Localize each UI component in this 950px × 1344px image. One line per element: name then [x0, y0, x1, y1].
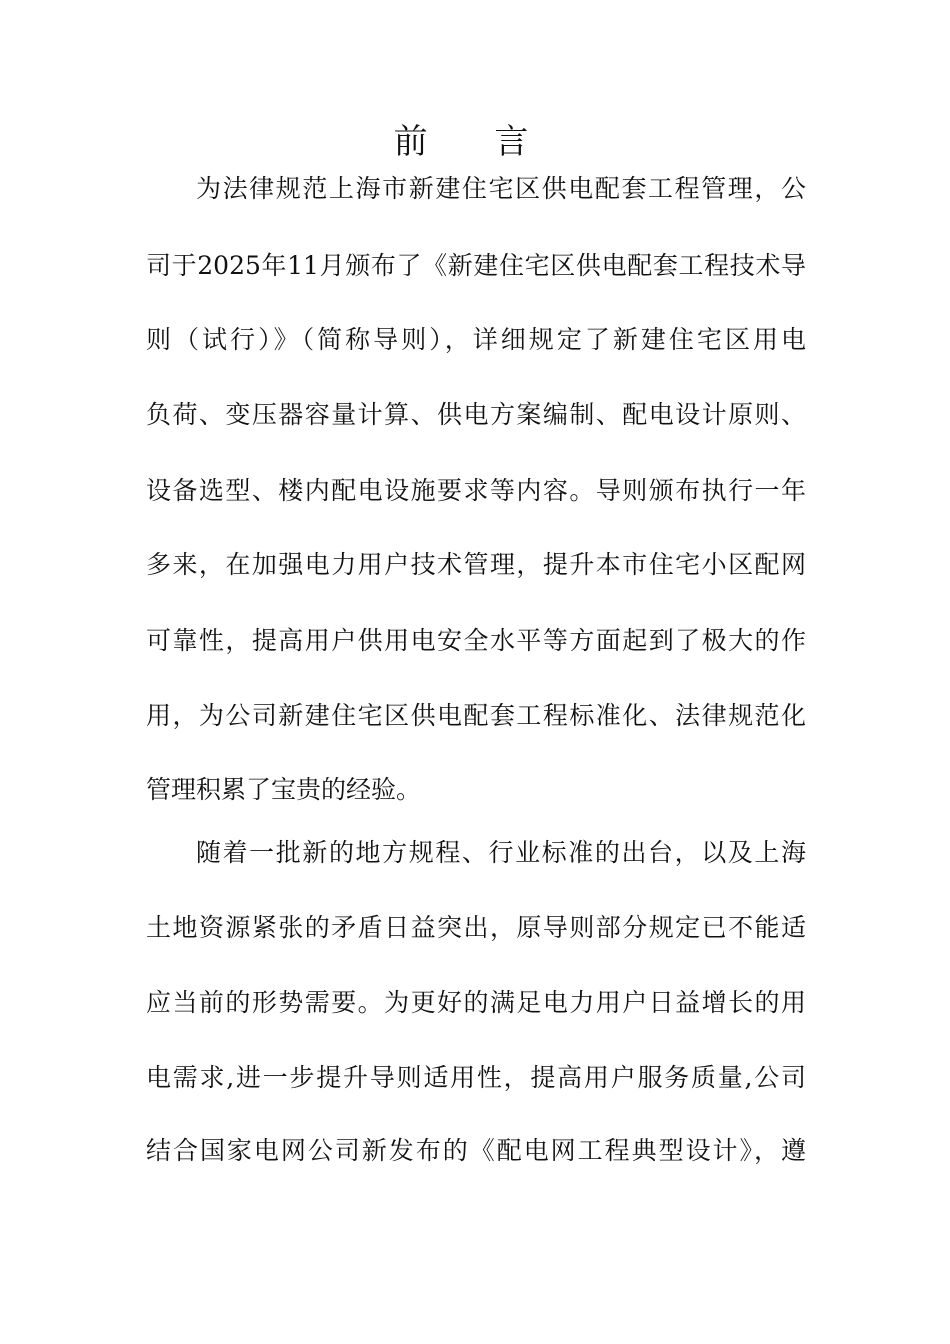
paragraph-line: 司于2025年11月颁布了《新建住宅区供电配套工程技术导: [146, 251, 806, 280]
paragraph-line: 随着一批新的地方规程、行业标准的出台，以及上海: [196, 838, 806, 867]
paragraph-line: 应当前的形势需要。为更好的满足电力用户日益增长的用: [146, 988, 806, 1017]
page-title: 前 言: [393, 122, 557, 162]
paragraph-line: 为法律规范上海市新建住宅区供电配套工程管理，公: [196, 174, 806, 203]
paragraph-line: 用，为公司新建住宅区供电配套工程标准化、法律规范化: [146, 701, 806, 730]
paragraph-line: 管理积累了宝贵的经验。: [146, 775, 422, 804]
paragraph-line: 结合国家电网公司新发布的《配电网工程典型设计》，遵: [146, 1136, 806, 1165]
paragraph-line: 土地资源紧张的矛盾日益突出，原导则部分规定已不能适: [146, 913, 806, 942]
paragraph-line: 负荷、变压器容量计算、供电方案编制、配电设计原则、: [146, 400, 806, 429]
paragraph-line: 电需求,进一步提升导则适用性，提高用户服务质量,公司: [146, 1063, 806, 1092]
paragraph-line: 可靠性，提高用户供用电安全水平等方面起到了极大的作: [146, 626, 806, 655]
paragraph-line: 则（试行）》（简称导则），详细规定了新建住宅区用电: [146, 325, 806, 354]
paragraph-line: 设备选型、楼内配电设施要求等内容。导则颁布执行一年: [146, 476, 806, 505]
paragraph-line: 多来，在加强电力用户技术管理，提升本市住宅小区配网: [146, 550, 806, 579]
